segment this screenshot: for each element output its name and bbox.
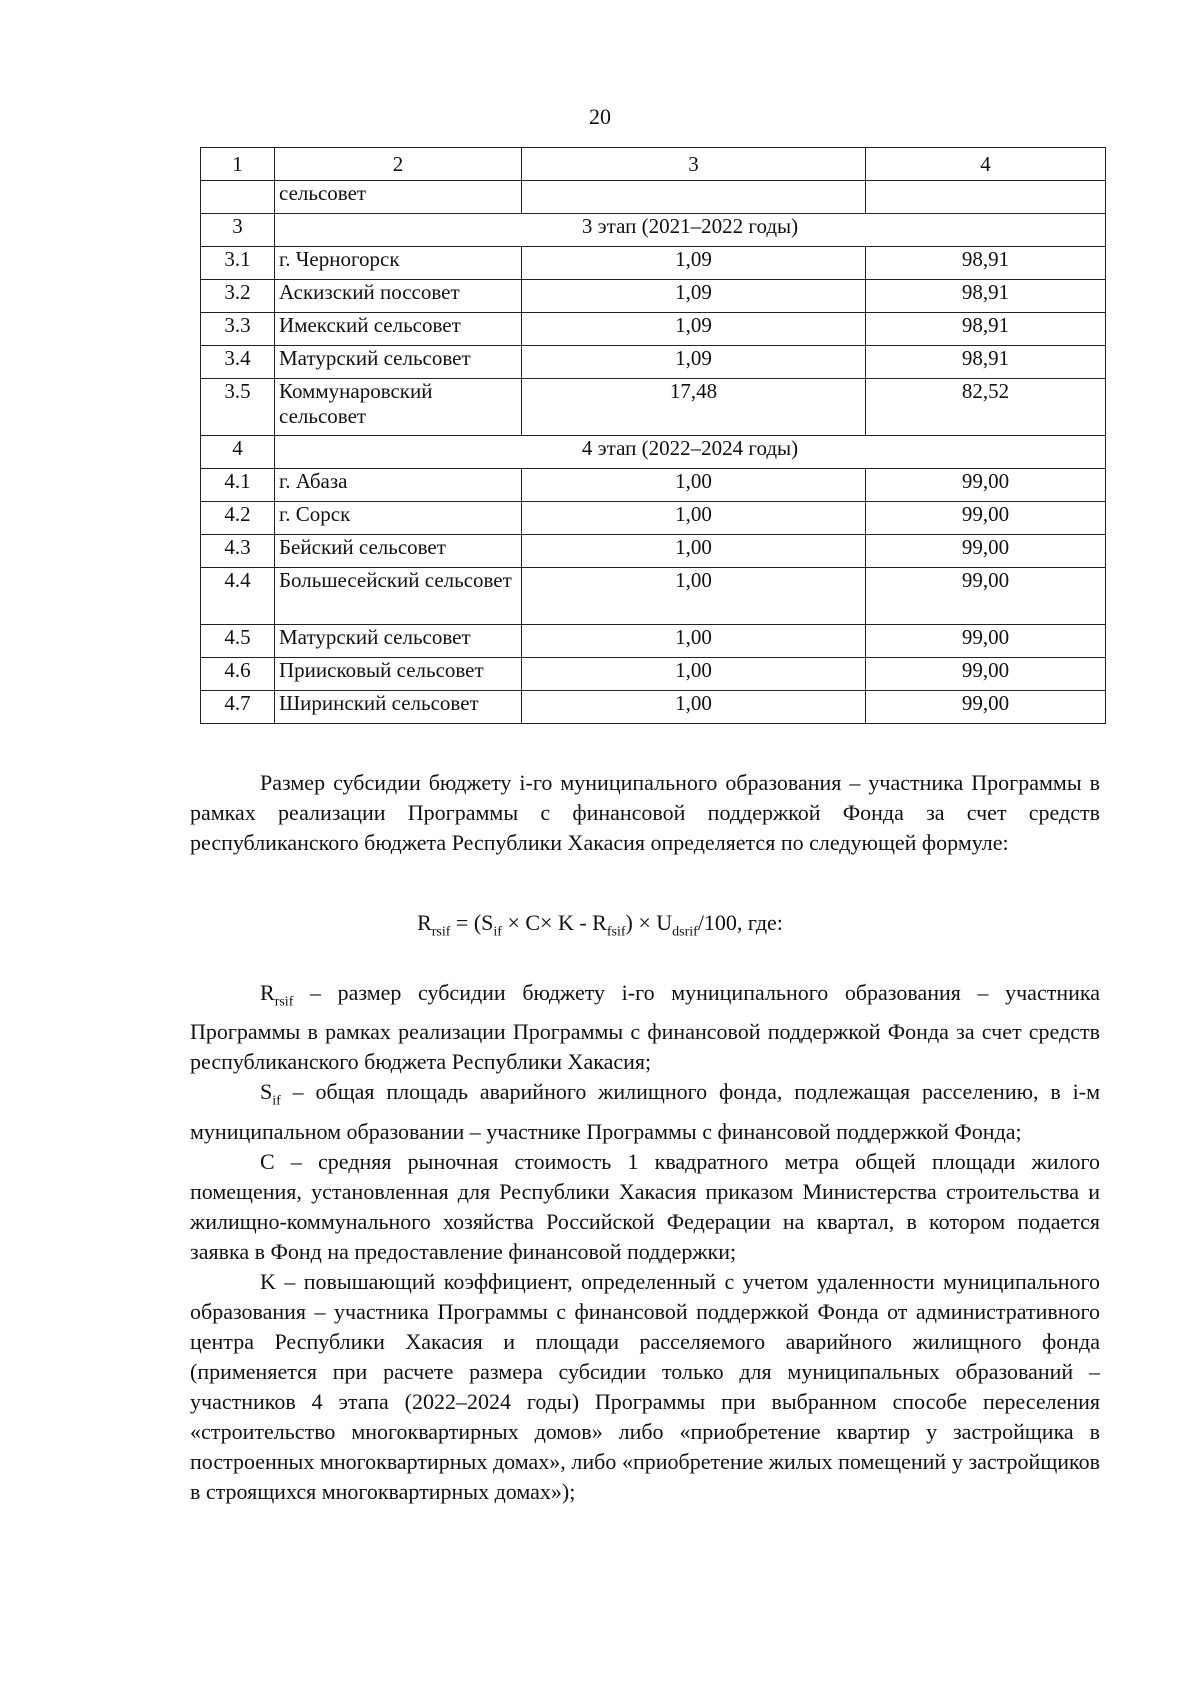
definition-r: $R_{rsif}$ – размер субсидии бюджету i-го муниципального образования – участника Программы в рамках реализации Программы с финансовой поддержкой Фонда за счет средств республиканского бюджета Республики Хакасия; <box>190 980 1100 1075</box>
table-row <box>201 280 1106 313</box>
row-name: Ширинский сельсовет <box>275 691 522 724</box>
row-name: г. Сорск <box>275 502 522 535</box>
row-value-1: 1,09 <box>522 280 866 313</box>
row-value-2: 98,91 <box>866 313 1106 346</box>
stage-number: 4 <box>201 436 275 469</box>
subsidy-share-table <box>200 147 1106 724</box>
row-value-2: 98,91 <box>866 346 1106 379</box>
stage-title: 3 этап (2021–2022 годы) <box>275 214 1106 247</box>
row-name: сельсовет <box>275 181 522 214</box>
table-row <box>201 658 1106 691</box>
row-number: 4.7 <box>201 691 275 724</box>
page-number: 20 <box>589 104 611 129</box>
row-value-2: 82,52 <box>866 379 1106 436</box>
row-value-1: 17,48 <box>522 379 866 436</box>
row-name: Коммунаровский сельсовет <box>275 379 522 436</box>
table-row <box>201 625 1106 658</box>
row-value-2: 98,91 <box>866 280 1106 313</box>
stage-row <box>201 214 1106 247</box>
row-name: Матурский сельсовет <box>275 346 522 379</box>
definition-c: C – средняя рыночная стоимость 1 квадратного метра общей площади жилого помещения, установленная для Республики Хакасия приказом Министерства строительства и жилищно-коммунального хозяйства Российской Федерации на квартал, в котором подается заявка в Фонд на предоставление финансовой поддержки; <box>190 1148 1100 1264</box>
row-number: 4.6 <box>201 658 275 691</box>
row-value-1: 1,00 <box>522 502 866 535</box>
row-number: 3.3 <box>201 313 275 346</box>
row-number: 4.3 <box>201 535 275 568</box>
row-number: 3.2 <box>201 280 275 313</box>
row-number: 3.1 <box>201 247 275 280</box>
row-name: Имекский сельсовет <box>275 313 522 346</box>
table-row <box>201 568 1106 625</box>
row-name: г. Черногорск <box>275 247 522 280</box>
row-number: 3.4 <box>201 346 275 379</box>
table-row <box>201 691 1106 724</box>
header-col-4: 4 <box>866 148 1106 181</box>
row-number: 3.5 <box>201 379 275 436</box>
definition-k: K – повышающий коэффициент, определенный с учетом удаленности муниципального образования – участника Программы с финансовой поддержкой Фонда от административного центра Республики Хакасия и площади расселяемого аварийного жилищного фонда (применяется при расчете размера субсидии только для муниципальных образований – участников 4 этапа (2022–2024 годы) Программы при выбранном способе переселения «строительство многоквартирных домов» либо «приобретение квартир у застройщика в построенных многоквартирных домах», либо «приобретение жилых помещений у застройщиков в строящихся многоквартирных домах»); <box>190 1268 1100 1504</box>
row-value-1: 1,00 <box>522 568 866 625</box>
intro-paragraph: Размер субсидии бюджету i-го муниципального образования – участника Программы в рамках реализации Программы с финансовой поддержкой Фонда за счет средств республиканского бюджета Республики Хакасия определяется по следующей формуле: <box>190 770 1100 855</box>
row-value-2: 99,00 <box>866 535 1106 568</box>
row-value-2: 98,91 <box>866 247 1106 280</box>
row-number: 4.2 <box>201 502 275 535</box>
row-number: 4.4 <box>201 568 275 625</box>
header-col-2: 2 <box>275 148 522 181</box>
header-col-1: 1 <box>201 148 275 181</box>
row-name: Аскизский поссовет <box>275 280 522 313</box>
row-value-1: 1,00 <box>522 691 866 724</box>
table-row <box>201 379 1106 436</box>
table-row <box>201 346 1106 379</box>
formula: $R_{rsif} = (S_{if} \times C\times K - R_{fsif}) \times U_{dsrif}/100$, где: <box>417 910 783 940</box>
row-value-2: 99,00 <box>866 502 1106 535</box>
row-name: Бейский сельсовет <box>275 535 522 568</box>
table-row <box>201 181 1106 214</box>
row-value-2: 99,00 <box>866 691 1106 724</box>
row-value-1: 1,09 <box>522 346 866 379</box>
row-value-2: 99,00 <box>866 625 1106 658</box>
stage-row <box>201 436 1106 469</box>
stage-number: 3 <box>201 214 275 247</box>
row-value-1: 1,09 <box>522 313 866 346</box>
intro-paragraph-block <box>190 768 1100 858</box>
row-value-1: 1,00 <box>522 625 866 658</box>
row-name: Матурский сельсовет <box>275 625 522 658</box>
table-row <box>201 535 1106 568</box>
table-row <box>201 502 1106 535</box>
row-name: Большесейский сельсовет <box>275 568 522 625</box>
table-row <box>201 313 1106 346</box>
row-value-2: 99,00 <box>866 469 1106 502</box>
row-value-2: 99,00 <box>866 568 1106 625</box>
stage-title: 4 этап (2022–2024 годы) <box>275 436 1106 469</box>
row-number: 4.5 <box>201 625 275 658</box>
row-number: 4.1 <box>201 469 275 502</box>
row-value-2: 99,00 <box>866 658 1106 691</box>
definitions-block <box>190 978 1100 1507</box>
header-col-3: 3 <box>522 148 866 181</box>
row-value-1: 1,00 <box>522 658 866 691</box>
row-name: Приисковый сельсовет <box>275 658 522 691</box>
table-row <box>201 247 1106 280</box>
definition-s: $S_{if}$ – общая площадь аварийного жилищного фонда, подлежащая расселению, в i-м муниципальном образовании – участнике Программы с финансовой поддержкой Фонда; <box>190 1079 1100 1144</box>
row-value-1: 1,00 <box>522 469 866 502</box>
row-name: г. Абаза <box>275 469 522 502</box>
row-value-1: 1,09 <box>522 247 866 280</box>
table-row <box>201 469 1106 502</box>
row-value-1: 1,00 <box>522 535 866 568</box>
table-header-row <box>201 148 1106 181</box>
